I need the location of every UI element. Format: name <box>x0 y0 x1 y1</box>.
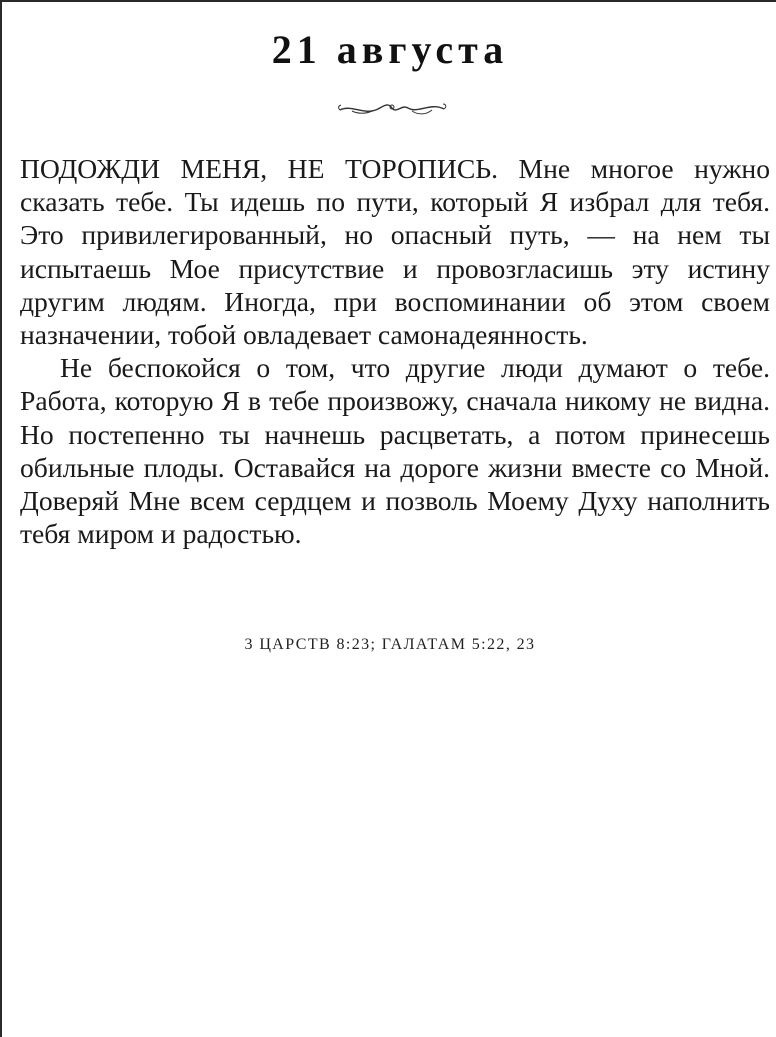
page-title: 21 августа <box>271 27 509 72</box>
devotional-text <box>20 152 770 550</box>
scripture-reference: 3 ЦАРСТВ 8:23; ГАЛАТАМ 5:22, 23 <box>244 636 536 653</box>
paragraph-1-text: Мне многое нужно сказать тебе. Ты идешь по пути, который Я избрал для тебя. Это привилегированный, но опасный путь, — на нем ты испытаешь Мое присутствие и провозгласишь эту истину другим людям. Иногда, при воспоминании об этом своем назначении, тобой овладевает самонадеянность. <box>20 153 770 351</box>
flourish-ornament-icon <box>332 94 452 124</box>
paragraph-1 <box>20 152 770 351</box>
lead-caps: ПОДОЖДИ МЕНЯ, НЕ ТОРОПИСЬ. <box>20 153 499 184</box>
paragraph-2: Не беспокойся о том, что другие люди думают о тебе. Работа, которую Я в тебе произвожу, сначала никому не видна. Но постепенно ты начнешь расцветать, а потом принесешь обильные плоды. Оставайся на дороге жизни вместе со Мной. Доверяй Мне всем сердцем и позволь Моему Духу наполнить тебя миром и радостью. <box>20 352 770 550</box>
